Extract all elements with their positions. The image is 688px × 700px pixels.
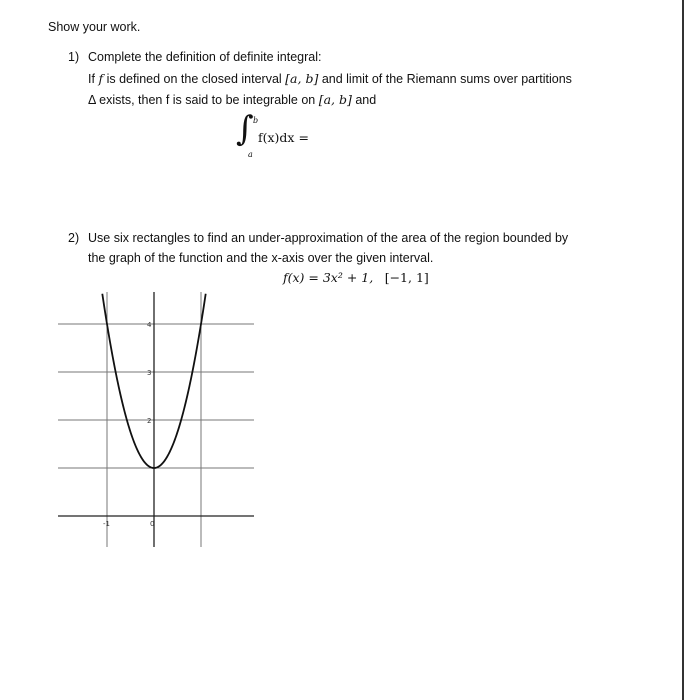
q1-line3-pre: Δ exists, then f is said to be integrable on bbox=[88, 93, 316, 107]
integral-expression: f(x)dx = bbox=[258, 130, 309, 145]
y-tick-label: 4 bbox=[147, 321, 152, 329]
y-tick-label: 3 bbox=[147, 369, 152, 377]
q2-function: f(x) = 3x² + 1, bbox=[283, 270, 374, 285]
x-tick-label: -1 bbox=[103, 520, 110, 528]
q1-line2-interval: [a, b] bbox=[285, 71, 319, 86]
grid-lines bbox=[58, 292, 254, 547]
q1-line2-post: and limit of the Riemann sums over partitions bbox=[321, 72, 572, 86]
integral-sign-icon: ∫ bbox=[236, 109, 254, 149]
definite-integral bbox=[236, 109, 336, 164]
q1-line2-f: f bbox=[98, 71, 104, 86]
x-tick-label: 0 bbox=[150, 520, 155, 528]
y-tick-label: 2 bbox=[147, 417, 152, 425]
q2-line2: the graph of the function and the x-axis over the given interval. bbox=[88, 251, 434, 265]
integral-upper-bound: b bbox=[253, 116, 259, 125]
q1-line3-interval: [a, b] bbox=[318, 92, 352, 107]
q1-line2 bbox=[88, 71, 572, 86]
q1-line2-mid: is defined on the closed interval bbox=[106, 72, 282, 86]
instructions: Show your work. bbox=[48, 20, 141, 34]
q2-number: 2) bbox=[68, 231, 80, 245]
integral-lower-bound: a bbox=[248, 150, 253, 159]
q1-title: Complete the definition of definite integral: bbox=[88, 50, 322, 64]
q1-line2-pre: If bbox=[88, 72, 95, 86]
q2-interval: [−1, 1] bbox=[384, 270, 429, 285]
q1-number: 1) bbox=[68, 50, 80, 64]
parabola-graph bbox=[58, 292, 258, 547]
q2-function-line bbox=[283, 270, 429, 285]
q2-line1: Use six rectangles to find an under-approximation of the area of the region bounded by bbox=[88, 231, 569, 245]
q1-line3 bbox=[88, 92, 376, 107]
q1-line3-post: and bbox=[355, 93, 377, 107]
